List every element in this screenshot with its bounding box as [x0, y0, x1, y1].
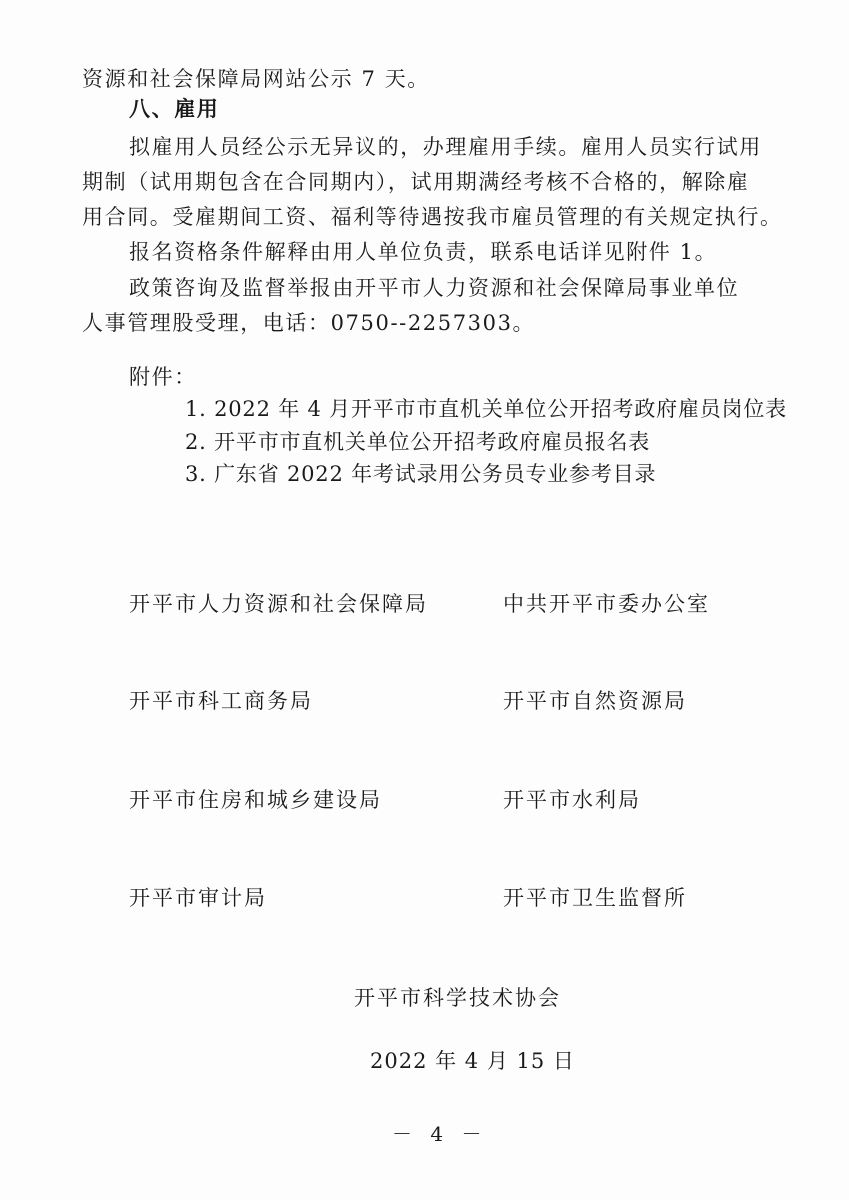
signatory-right-1: 中共开平市委办公室 — [503, 592, 710, 616]
signatory-right-4: 开平市卫生监督所 — [503, 886, 687, 910]
section-heading-8: 八、雇用 — [129, 97, 220, 121]
page-number: － 4 － — [392, 1122, 488, 1146]
signatory-left-3: 开平市住房和城乡建设局 — [129, 788, 382, 812]
paragraph-1-line-2: 期制（试用期包含在合同期内），试用期满经考核不合格的，解除雇 — [82, 170, 750, 194]
signatory-left-1: 开平市人力资源和社会保障局 — [129, 592, 428, 616]
attachment-item-3: 3. 广东省 2022 年考试录用公务员专业参考目录 — [185, 462, 657, 486]
signatory-left-4: 开平市审计局 — [129, 886, 267, 910]
paragraph-3-line-2: 人事管理股受理，电话：0750--2257303。 — [82, 311, 536, 335]
body-line-1: 资源和社会保障局网站公示 7 天。 — [82, 67, 430, 91]
signatory-right-3: 开平市水利局 — [503, 788, 641, 812]
signatory-right-2: 开平市自然资源局 — [503, 689, 687, 713]
paragraph-1-line-3: 用合同。受雇期间工资、福利等待遇按我市雇员管理的有关规定执行。 — [82, 205, 783, 229]
attachments-label: 附件： — [129, 365, 197, 389]
paragraph-2: 报名资格条件解释由用人单位负责，联系电话详见附件 1。 — [129, 240, 718, 264]
paragraph-1-line-1: 拟雇用人员经公示无异议的，办理雇用手续。雇用人员实行试用 — [129, 135, 762, 159]
signatory-left-2: 开平市科工商务局 — [129, 689, 313, 713]
signatory-center: 开平市科学技术协会 — [354, 986, 561, 1010]
document-date: 2022 年 4 月 15 日 — [370, 1049, 575, 1073]
paragraph-3-line-1: 政策咨询及监督举报由开平市人力资源和社会保障局事业单位 — [129, 276, 740, 300]
attachment-item-2: 2. 开平市市直机关单位公开招考政府雇员报名表 — [185, 430, 651, 454]
attachment-item-1: 1. 2022 年 4 月开平市市直机关单位公开招考政府雇员岗位表 — [185, 397, 787, 421]
